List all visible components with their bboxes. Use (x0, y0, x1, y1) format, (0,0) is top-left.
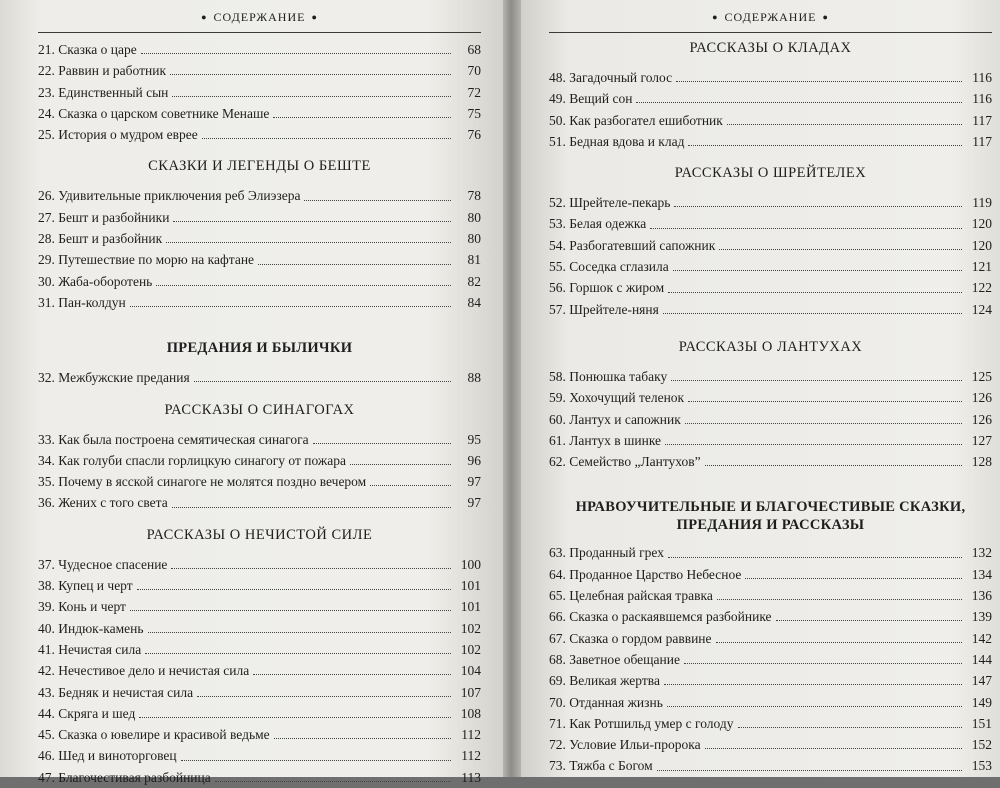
section-heading: РАССКАЗЫ О ЛАНТУХАХ (678, 338, 863, 355)
toc-entry: 66. Сказка о раскаявшемся разбойнике 139 (549, 609, 992, 625)
toc-group (38, 401, 481, 514)
toc-entry: 58. Понюшка табаку 125 (549, 368, 992, 384)
section-heading: СКАЗКИ И ЛЕГЕНДЫ О БЕШТЕ (148, 158, 371, 175)
toc-entry: 35. Почему в ясской синагоге не молятся поздно вечером 97 (38, 474, 481, 490)
bullet-icon: ● (201, 12, 208, 22)
toc-entry: 27. Бешт и разбойники 80 (38, 209, 481, 225)
toc-entry: 34. Как голуби спасли горлицкую синагогу от пожара 96 (38, 452, 481, 468)
toc-entry: 32. Межбужские предания 88 (38, 370, 481, 386)
toc-entry: 64. Проданное Царство Небесное 134 (549, 566, 992, 582)
toc-entry: 22. Раввин и работник 70 (38, 63, 481, 79)
toc-entry: 65. Целебная райская травка 136 (549, 588, 992, 604)
toc-entry: 45. Сказка о ювелире и красивой ведьме 112 (38, 727, 481, 743)
section-heading: РАССКАЗЫ О НЕЧИСТОЙ СИЛЕ (146, 526, 373, 543)
section-heading: РАССКАЗЫ О СИНАГОГАХ (164, 401, 355, 418)
toc-entry: 42. Нечестивое дело и нечистая сила 104 (38, 663, 481, 679)
section-heading: РАССКАЗЫ О КЛАДАХ (689, 40, 852, 56)
toc-entry: 23. Единственный сын 72 (38, 84, 481, 100)
toc-entry: 71. Как Ротшильд умер с голоду 151 (549, 715, 992, 731)
toc-entry: 47. Благочестивая разбойница 113 (38, 769, 481, 785)
toc-entry: 30. Жаба-оборотень 82 (38, 273, 481, 289)
toc-group (38, 526, 481, 788)
section-heading: РАССКАЗЫ О ШРЕЙТЕЛЕХ (674, 165, 867, 182)
book-gutter (503, 0, 521, 777)
toc-entry: 50. Как разбогател ешиботник 117 (549, 112, 992, 128)
toc-group (549, 338, 992, 472)
toc-entry: 73. Тяжба с Богом 153 (549, 758, 992, 774)
bullet-icon: ● (822, 12, 829, 22)
toc-entry: 60. Лантух и сапожник 126 (549, 411, 992, 427)
toc-entry: 48. Загадочный голос 116 (549, 70, 992, 85)
toc-entry: 63. Проданный грех 132 (549, 545, 992, 561)
toc-entry: 51. Бедная вдова и клад 117 (549, 133, 992, 149)
toc-entry: 46. Шед и виноторговец 112 (38, 748, 481, 764)
toc-entry: 70. Отданная жизнь 149 (549, 694, 992, 710)
toc-entry: 52. Шрейтеле-пекарь 119 (549, 195, 992, 211)
toc-group (549, 498, 992, 776)
toc-entry: 37. Чудесное спасение 100 (38, 556, 481, 572)
toc-entry: 36. Жених с того света 97 (38, 495, 481, 511)
toc-entry: 41. Нечистая сила 102 (38, 641, 481, 657)
toc-entry: 54. Разбогатевший сапожник 120 (549, 237, 992, 253)
toc-entry: 28. Бешт и разбойник 80 (38, 231, 481, 247)
toc-entry: 49. Вещий сон 116 (549, 91, 992, 107)
toc-entry: 62. Семейство „Лантухов” 128 (549, 454, 992, 470)
toc-entry: 68. Заветное обещание 144 (549, 651, 992, 667)
toc-entry: 31. Пан-колдун 84 (38, 294, 481, 310)
toc-entry: 26. Удивительные приключения реб Элиэзера 78 (38, 188, 481, 204)
toc-entry: 38. Купец и черт 101 (38, 578, 481, 594)
section-heading: ПРЕДАНИЯ И БЫЛИЧКИ (166, 340, 353, 357)
toc-entry: 55. Соседка сглазила 121 (549, 259, 992, 275)
toc-entry: 57. Шрейтеле-няня 124 (549, 301, 992, 317)
bullet-icon: ● (311, 12, 318, 22)
toc-entry: 44. Скряга и шед 108 (38, 705, 481, 721)
toc-entry: 24. Сказка о царском советнике Менаше 75 (38, 105, 481, 121)
toc-entry: 67. Сказка о гордом раввине 142 (549, 630, 992, 646)
toc-entry: 59. Хохочущий теленок 126 (549, 390, 992, 406)
toc-entry: 56. Горшок с жиром 122 (549, 280, 992, 296)
toc-entry: 33. Как была построена семятическая синагога 95 (38, 431, 481, 447)
toc-entry: 69. Великая жертва 147 (549, 673, 992, 689)
bullet-icon: ● (712, 12, 719, 22)
toc-group (549, 164, 992, 320)
toc-entry: 40. Индюк-камень 102 (38, 620, 481, 636)
toc-group (38, 39, 481, 145)
toc-entry: 61. Лантух в шинке 127 (549, 432, 992, 448)
toc-group (38, 157, 481, 313)
running-head: ● СОДЕРЖАНИЕ ● (549, 6, 992, 28)
toc-entry: 29. Путешествие по морю на кафтане 81 (38, 252, 481, 268)
toc-group (38, 339, 481, 388)
running-head: ● СОДЕРЖАНИЕ ● (38, 6, 481, 28)
toc-entry: 72. Условие Ильи-пророка 152 (549, 737, 992, 753)
toc-entry: 53. Белая одежка 120 (549, 216, 992, 232)
toc-entry: 21. Сказка о царе 68 (38, 42, 481, 57)
header-rule (549, 32, 992, 33)
right-page (521, 0, 1000, 777)
toc-entry: 25. История о мудром еврее 76 (38, 127, 481, 143)
section-heading: НРАВОУЧИТЕЛЬНЫЕ И БЛАГОЧЕСТИВЫЕ СКАЗКИ, ПРЕДАНИЯ И РАССКАЗЫ (575, 499, 966, 534)
toc-entry: 43. Бедняк и нечистая сила 107 (38, 684, 481, 700)
toc-entry: 39. Конь и черт 101 (38, 599, 481, 615)
toc-group (549, 39, 992, 152)
